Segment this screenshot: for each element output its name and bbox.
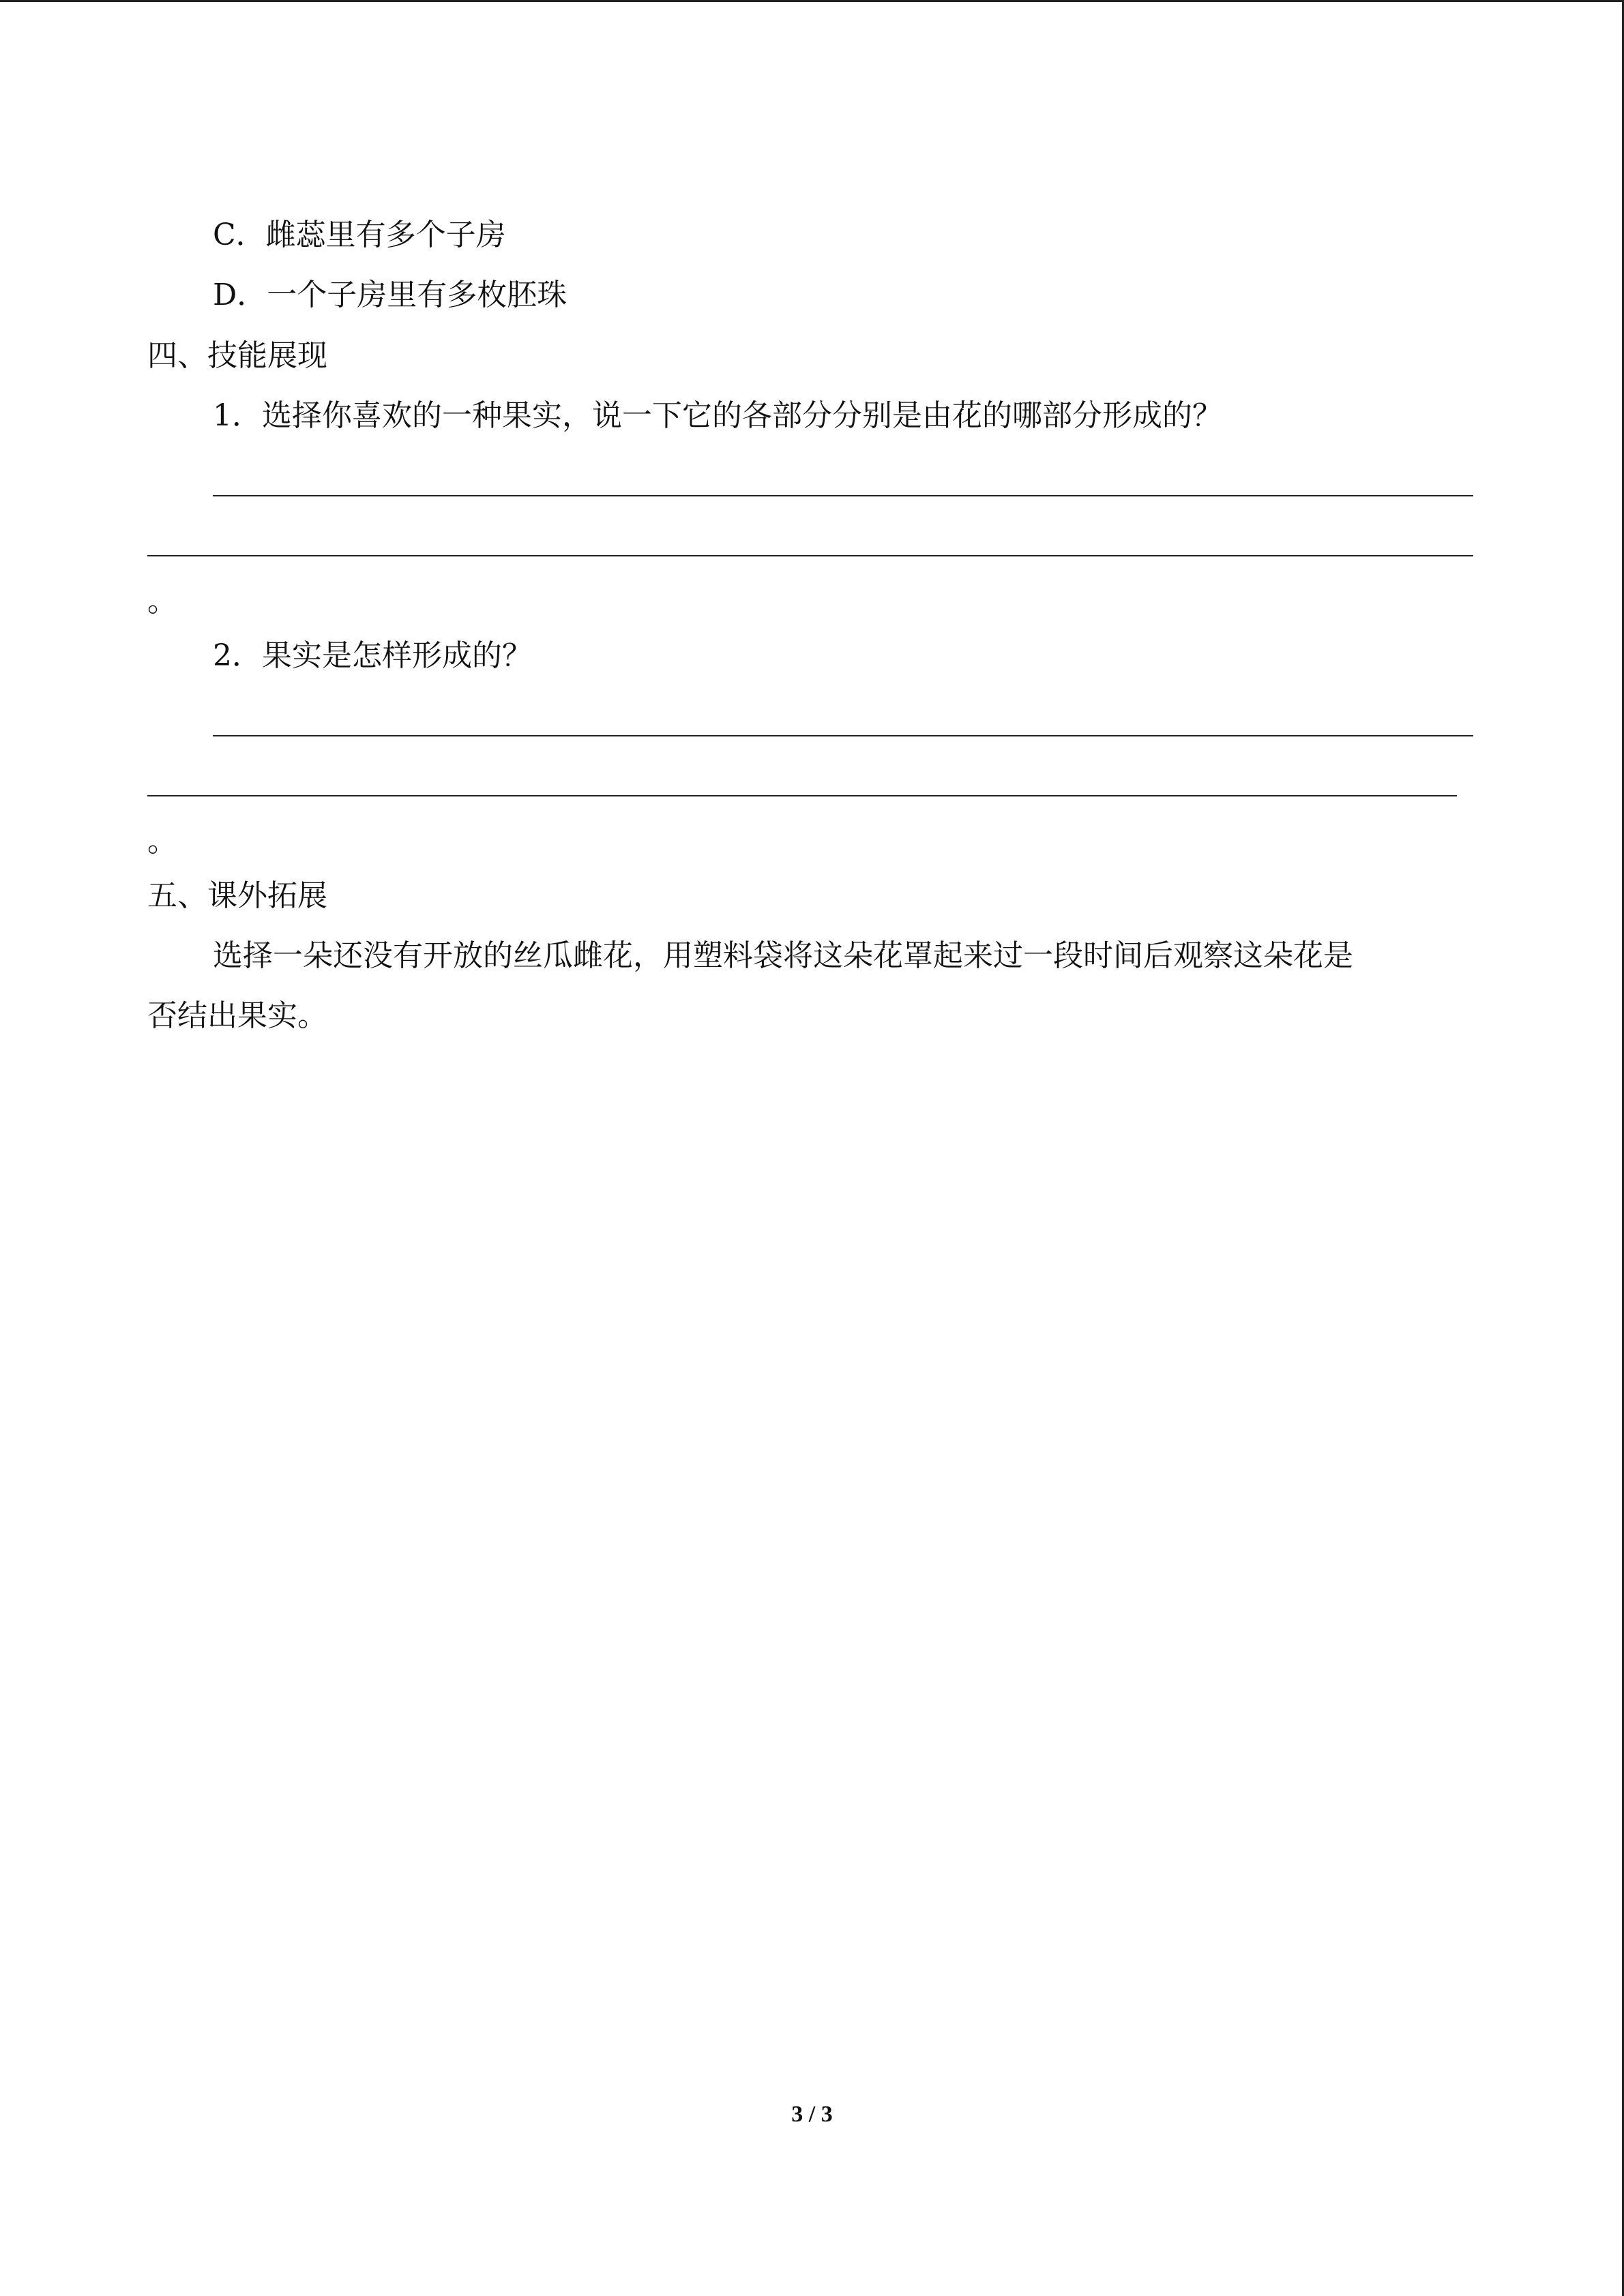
answer-line-q1-b[interactable] [147,555,1473,556]
extension-paragraph-line-1: 选择一朵还没有开放的丝瓜雌花，用塑料袋将这朵花罩起来过一段时间后观察这朵花是 [213,938,1353,973]
page-top-border [0,0,1624,2]
question-one: 1．选择你喜欢的一种果实，说一下它的各部分分别是由花的哪部分形成的？ [213,398,1222,433]
question-one-end-mark: 。 [147,584,177,618]
section-four-heading: 四、技能展现 [147,338,327,373]
question-two-end-mark: 。 [147,824,177,859]
question-two: 2．果实是怎样形成的？ [213,638,532,673]
answer-line-q1-a[interactable] [213,495,1473,496]
option-c: C．雌蕊里有多个子房 [213,218,506,252]
extension-paragraph-line-2: 否结出果实。 [147,998,327,1033]
page-number: 3 / 3 [791,2102,833,2127]
answer-line-q2-a[interactable] [213,735,1473,736]
option-d: D．一个子房里有多枚胚珠 [213,278,567,312]
answer-line-q2-b[interactable] [147,795,1457,796]
section-five-heading: 五、课外拓展 [147,878,327,913]
